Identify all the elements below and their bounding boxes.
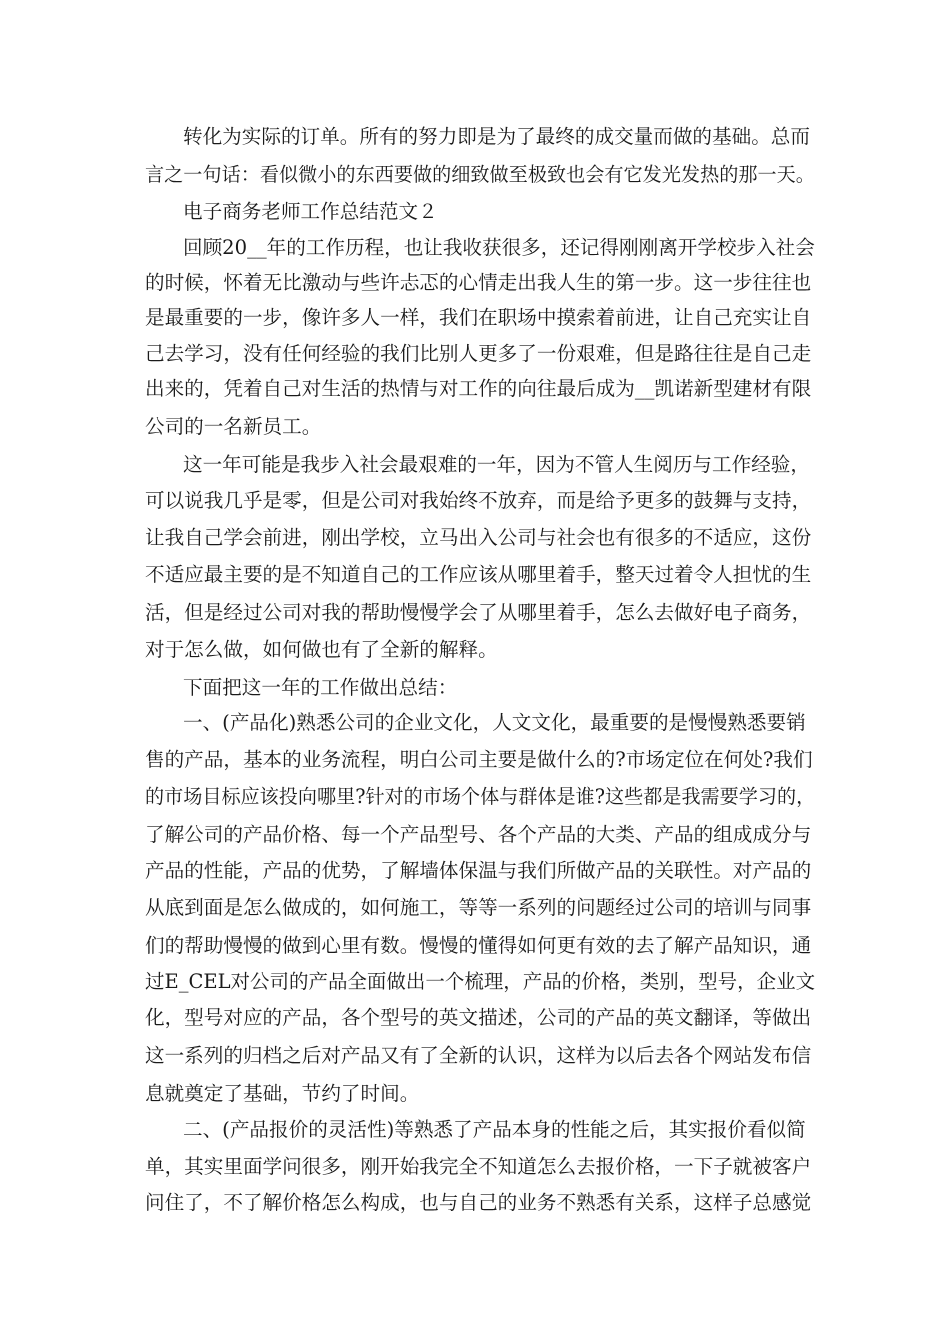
text-line: 转化为实际的订单。所有的努力即是为了最终的成交量而做的基础。总而 bbox=[183, 125, 810, 148]
text-line: 问住了，不了解价格怎么构成，也与自己的业务不熟悉有关系，这样子总感觉 bbox=[145, 1191, 812, 1214]
text-line: 对于怎么做，如何做也有了全新的解释。 bbox=[145, 638, 498, 661]
text-line: 化，型号对应的产品，各个型号的英文描述，公司的产品的英文翻译，等做出 bbox=[145, 1006, 812, 1029]
text-line: 活，但是经过公司对我的帮助慢慢学会了从哪里着手，怎么去做好电子商务， bbox=[145, 601, 812, 624]
text-line: 售的产品，基本的业务流程，明白公司主要是做什么的?市场定位在何处?我们 bbox=[145, 748, 813, 771]
text-line: 己去学习，没有任何经验的我们比别人更多了一份艰难，但是路往往是自己走 bbox=[145, 342, 812, 365]
text-line: 让我自己学会前进，刚出学校，立马出入公司与社会也有很多的不适应，这份 bbox=[145, 526, 812, 549]
text-line: 单，其实里面学问很多，刚开始我完全不知道怎么去报价格，一下子就被客户 bbox=[145, 1155, 812, 1178]
text-line: 产品的性能，产品的优势，了解墙体保温与我们所做产品的关联性。对产品的 bbox=[145, 859, 812, 882]
text-line: 的市场目标应该投向哪里?针对的市场个体与群体是谁?这些都是我需要学习的， bbox=[145, 785, 816, 808]
text-line: 这一年可能是我步入社会最艰难的一年，因为不管人生阅历与工作经验， bbox=[183, 453, 810, 476]
text-line: 这一系列的归档之后对产品又有了全新的认识，这样为以后去各个网站发布信 bbox=[145, 1044, 812, 1067]
text-line: 们的帮助慢慢的做到心里有数。慢慢的懂得如何更有效的去了解产品知识，通 bbox=[145, 934, 812, 957]
text-line: 可以说我几乎是零，但是公司对我始终不放弃，而是给予更多的鼓舞与支持， bbox=[145, 489, 812, 512]
text-line: 是最重要的一步，像许多人一样，我们在职场中摸索着前进，让自己充实让自 bbox=[145, 306, 812, 329]
text-line: 下面把这一年的工作做出总结： bbox=[183, 676, 458, 699]
text-line: 了解公司的产品价格、每一个产品型号、各个产品的大类、产品的组成成分与 bbox=[145, 823, 812, 846]
text-line: 从底到面是怎么做成的，如何施工，等等一系列的问题经过公司的培训与同事 bbox=[145, 896, 812, 919]
text-line: 公司的一名新员工。 bbox=[145, 415, 322, 438]
text-line: 回顾20__年的工作历程，也让我收获很多，还记得刚刚离开学校步入社会 bbox=[183, 236, 815, 259]
text-line: 过E_CEL对公司的产品全面做出一个梳理，产品的价格，类别，型号，企业文 bbox=[145, 970, 816, 993]
text-line: 一、(产品化)熟悉公司的企业文化，人文文化，最重要的是慢慢熟悉要销 bbox=[183, 711, 806, 734]
text-line: 二、(产品报价的灵活性)等熟悉了产品本身的性能之后，其实报价看似简 bbox=[183, 1118, 806, 1141]
text-line: 出来的，凭着自己对生活的热情与对工作的向往最后成为__凯诺新型建材有限 bbox=[145, 377, 812, 400]
section-heading: 电子商务老师工作总结范文２ bbox=[183, 200, 438, 223]
text-line: 不适应最主要的是不知道自己的工作应该从哪里着手，整天过着令人担忧的生 bbox=[145, 563, 812, 586]
text-line: 的时候，怀着无比激动与些许忐忑的心情走出我人生的第一步。这一步往往也 bbox=[145, 271, 812, 294]
text-line: 息就奠定了基础，节约了时间。 bbox=[145, 1082, 420, 1105]
text-line: 言之一句话：看似微小的东西要做的细致做至极致也会有它发光发热的那一天。 bbox=[145, 163, 815, 186]
